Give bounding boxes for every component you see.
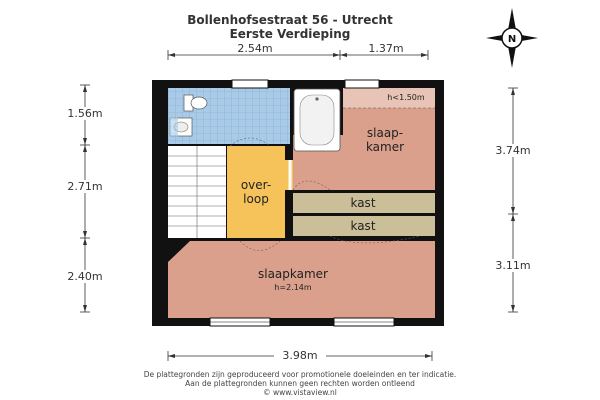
- bedroom-bottom-height: h=2.14m: [274, 283, 312, 292]
- dim-right-bottom: 3.11m: [495, 259, 531, 272]
- compass-icon: [486, 8, 538, 68]
- dim-top-right: 1.37m: [368, 42, 404, 55]
- bedroom-top-label-1: slaap-: [366, 126, 404, 140]
- right-dimension: [508, 88, 518, 312]
- bedroom-bottom-label: slaapkamer: [257, 267, 329, 281]
- dim-left-bottom: 2.40m: [67, 270, 103, 283]
- floor-title: Eerste Verdieping: [229, 27, 351, 41]
- footer-line-2: Aan de plattegronden kunnen geen rechten worden ontleend: [185, 379, 415, 388]
- dim-bottom: 3.98m: [282, 349, 318, 362]
- address-title: Bollenhofsestraat 56 - Utrecht: [187, 13, 393, 27]
- landing-label-2: loop: [243, 192, 269, 206]
- compass-letter: N: [507, 34, 517, 45]
- closet-1-label: kast: [350, 196, 376, 210]
- height-note: h<1.50m: [387, 93, 425, 102]
- dim-right-top: 3.74m: [495, 144, 531, 157]
- bedroom-top-label-2: kamer: [365, 140, 405, 154]
- dim-top-left: 2.54m: [237, 42, 273, 55]
- footer-line-1: De plattegronden zijn geproduceerd voor promotionele doeleinden en ter indicatie.: [143, 370, 457, 379]
- closet-2-label: kast: [350, 219, 376, 233]
- dim-left-top: 1.56m: [67, 107, 103, 120]
- dim-left-mid: 2.71m: [67, 180, 103, 193]
- bathtub-icon: [294, 89, 340, 151]
- footer-line-3: © www.vistaview.nl: [263, 388, 337, 397]
- landing-label-1: over-: [240, 178, 272, 192]
- top-window: [232, 80, 268, 88]
- top-window-2: [345, 80, 379, 88]
